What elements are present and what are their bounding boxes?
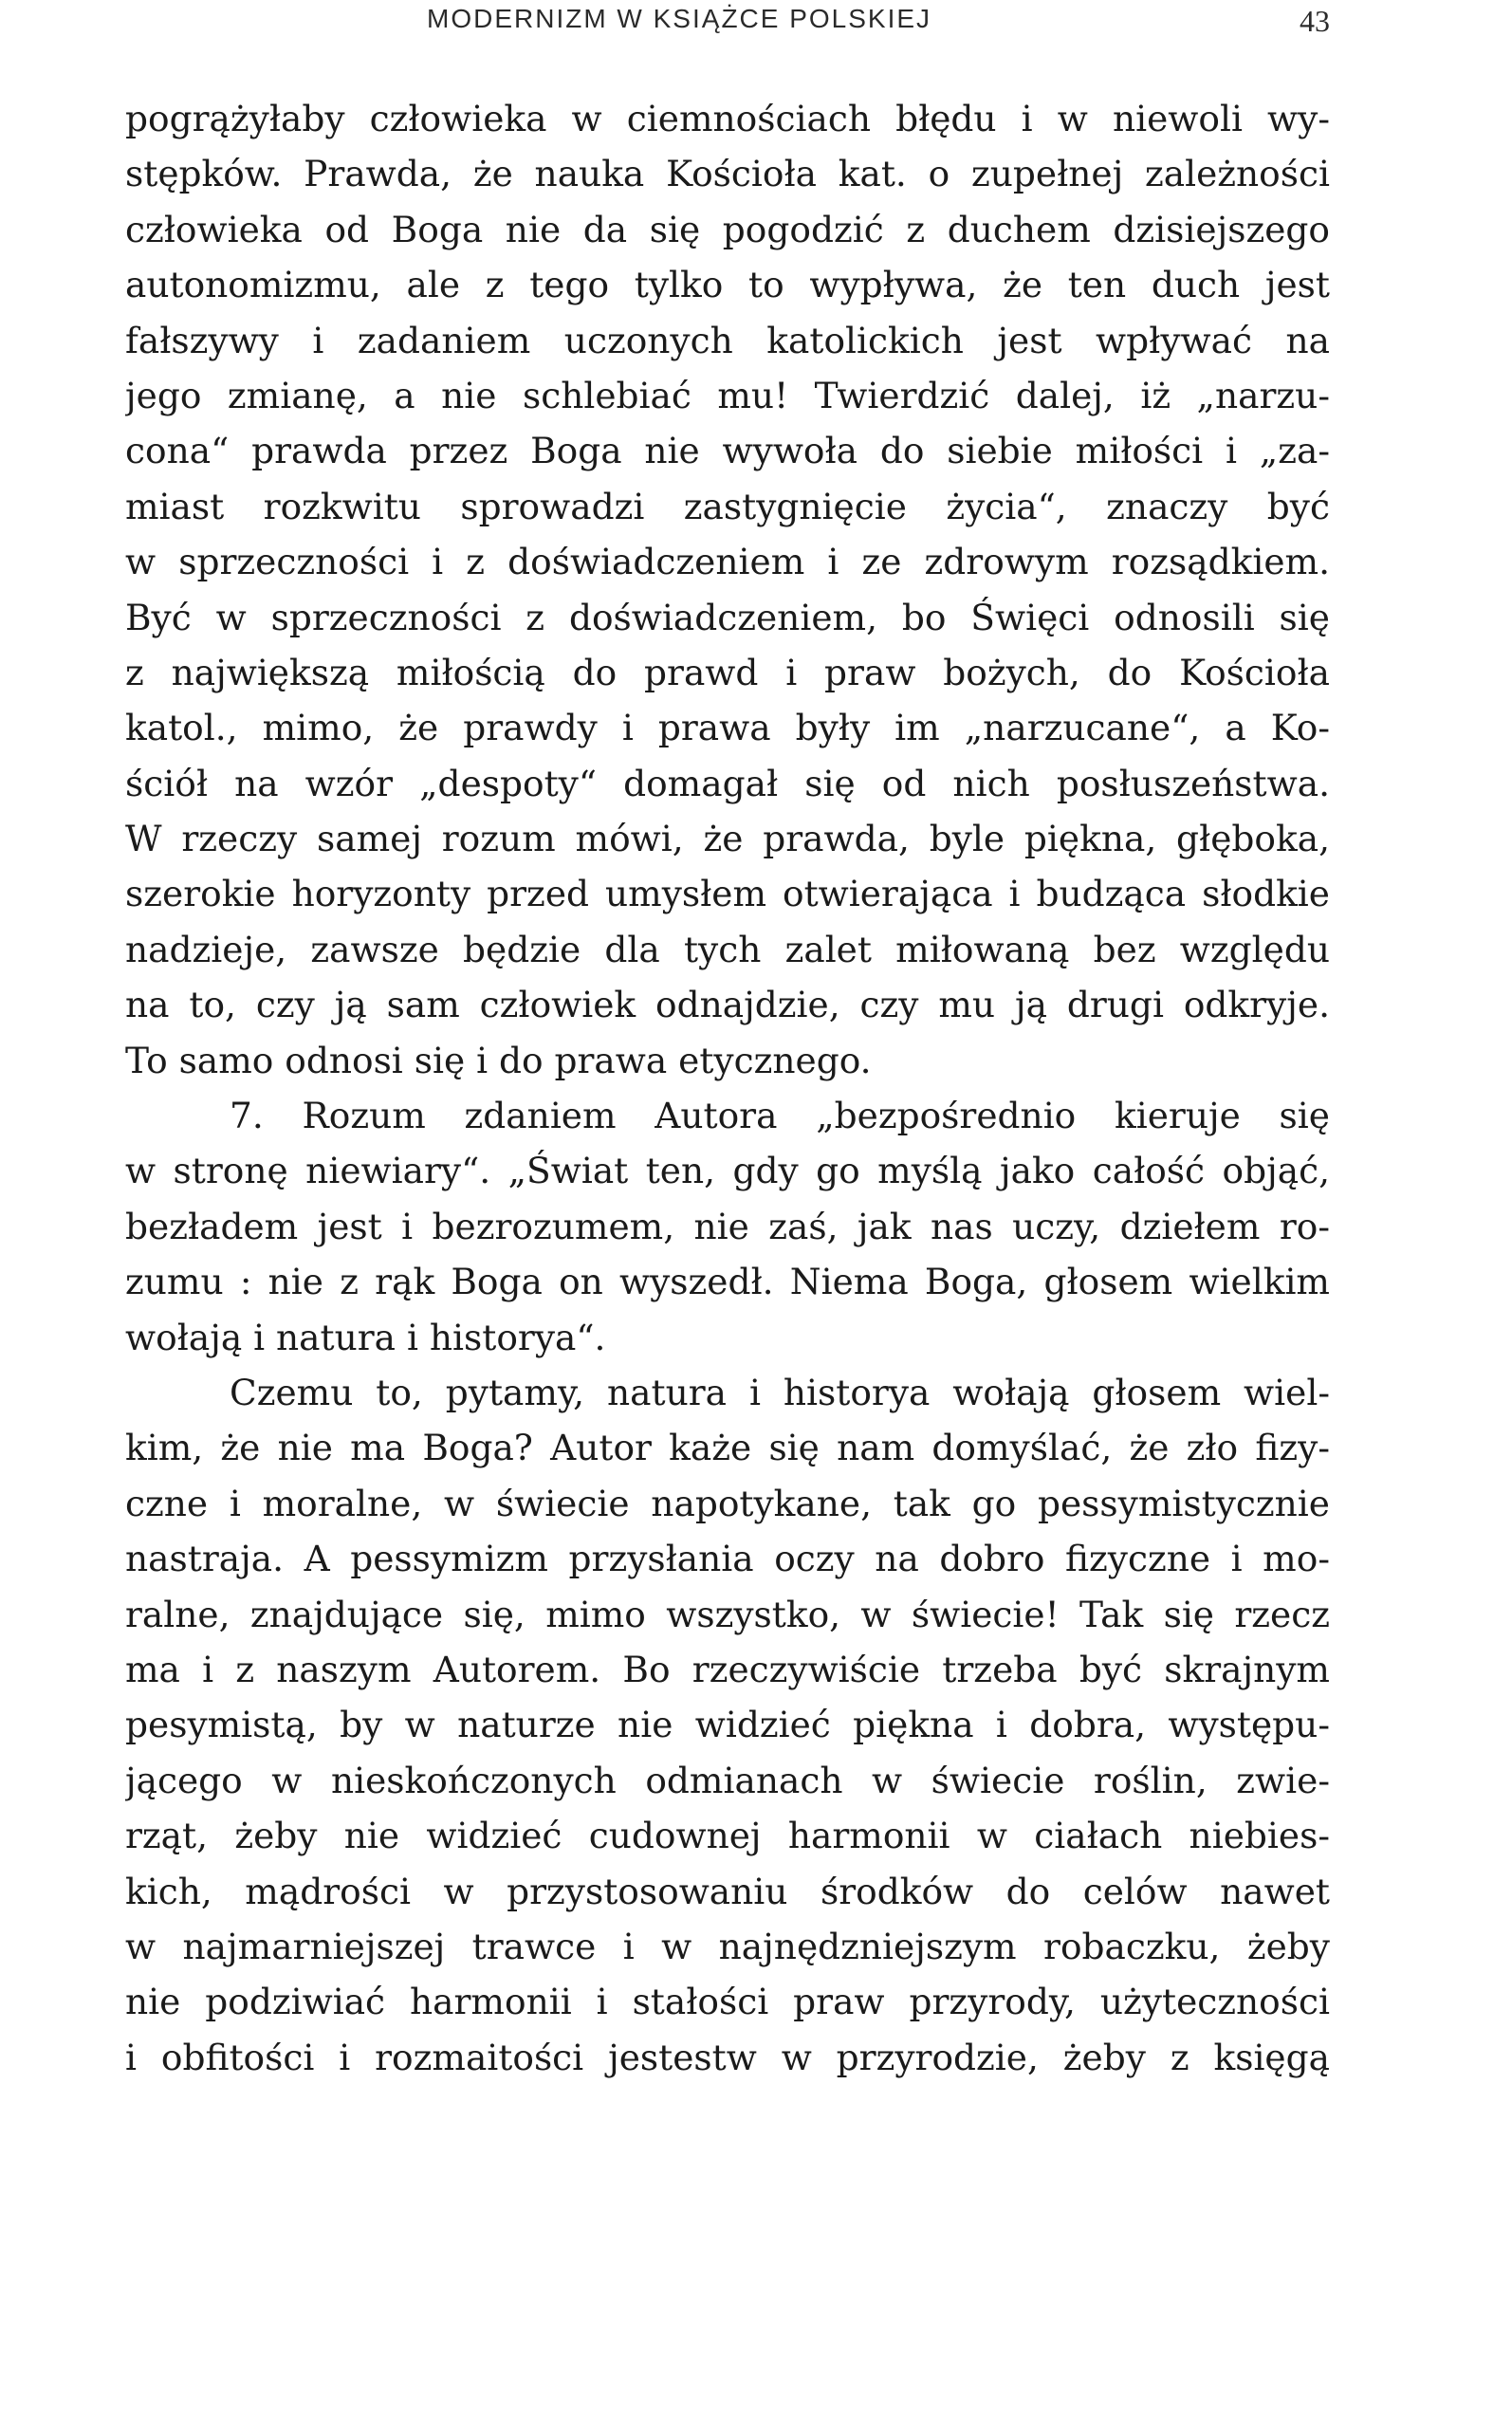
text-line: ściół na wzór „despoty“ domagał się od nich posłuszeństwa. xyxy=(125,762,1330,804)
text-line: kich, mądrości w przystosowaniu środków do celów nawet xyxy=(125,1870,1330,1912)
text-line: człowieka od Boga nie da się pogodzić z duchem dzisiejszego xyxy=(125,208,1330,250)
text-line: W rzeczy samej rozum mówi, że prawda, byle piękna, głęboka, xyxy=(125,818,1330,860)
text-line: nastraja. A pessymizm przysłania oczy na dobro fizyczne i mo- xyxy=(125,1538,1330,1580)
text-line: jego zmianę, a nie schlebiać mu! Twierdzić dalej, iż „narzu- xyxy=(125,374,1330,416)
text-line: na to, czy ją sam człowiek odnajdzie, czy mu ją drugi odkryje. xyxy=(125,984,1330,1026)
text-line: i obfitości i rozmaitości jestestw w przyrodzie, żeby z księgą xyxy=(125,2036,1330,2078)
paragraph-start-line: Czemu to, pytamy, natura i historya wołają głosem wiel- xyxy=(230,1371,1330,1413)
section-7-start-line: 7. Rozum zdaniem Autora „bezpośrednio kieruje się xyxy=(230,1095,1330,1137)
text-line: Być w sprzeczności z doświadczeniem, bo Święci odnosili się xyxy=(125,596,1330,638)
text-line: z największą miłością do prawd i praw bożych, do Kościoła xyxy=(125,651,1330,693)
text-line: ralne, znajdujące się, mimo wszystko, w świecie! Tak się rzecz xyxy=(125,1593,1330,1635)
paragraph-end-line: To samo odnosi się i do prawa etycznego. xyxy=(125,1039,872,1081)
running-head xyxy=(427,0,1375,38)
text-line: czne i moralne, w świecie napotykane, tak go pessymistycznie xyxy=(125,1482,1330,1524)
text-line: katol., mimo, że prawdy i prawa były im „narzucane“, a Ko- xyxy=(125,707,1330,749)
text-line: zumu : nie z rąk Boga on wyszedł. Niema Boga, głosem wielkim xyxy=(125,1261,1330,1303)
text-line: miast rozkwitu sprowadzi zastygnięcie życia“, znaczy być xyxy=(125,485,1330,527)
text-line: rząt, żeby nie widzieć cudownej harmonii w ciałach niebies- xyxy=(125,1815,1330,1857)
text-line: nie podziwiać harmonii i stałości praw przyrody, użyteczności xyxy=(125,1981,1330,2023)
text-line: szerokie horyzonty przed umysłem otwierająca i budząca słodkie xyxy=(125,873,1330,915)
text-line: bezładem jest i bezrozumem, nie zaś, jak nas uczy, dziełem ro- xyxy=(125,1205,1330,1247)
text-line: kim, że nie ma Boga? Autor każe się nam domyślać, że zło fizy- xyxy=(125,1427,1330,1469)
text-line: ma i z naszym Autorem. Bo rzeczywiście trzeba być skrajnym xyxy=(125,1648,1330,1690)
body-text xyxy=(125,91,1330,2085)
text-line: w stronę niewiary“. „Świat ten, gdy go myślą jako całość objąć, xyxy=(125,1150,1330,1192)
text-line: nadzieje, zawsze będzie dla tych zalet miłowaną bez względu xyxy=(125,928,1330,970)
text-line: autonomizmu, ale z tego tylko to wypływa, że ten duch jest xyxy=(125,264,1330,306)
text-line: w sprzeczności i z doświadczeniem i ze zdrowym rozsądkiem. xyxy=(125,541,1330,583)
running-title: MODERNIZM W KSIĄŻCE POLSKIEJ xyxy=(427,4,932,33)
text-line: fałszywy i zadaniem uczonych katolickich jest wpływać na xyxy=(125,319,1330,361)
text-line: w najmarniejszej trawce i w najnędzniejszym robaczku, żeby xyxy=(125,1925,1330,1967)
paragraph-end-line: wołają i natura i historya“. xyxy=(125,1316,606,1358)
page-number: 43 xyxy=(1300,4,1330,38)
text-line: pogrążyłaby człowieka w ciemnościach błędu i w niewoli wy- xyxy=(125,98,1330,139)
text-line: pesymistą, by w naturze nie widzieć piękna i dobra, występu- xyxy=(125,1704,1330,1746)
text-line: jącego w nieskończonych odmianach w świecie roślin, zwie- xyxy=(125,1759,1330,1801)
text-line: stępków. Prawda, że nauka Kościoła kat. o zupełnej zależności xyxy=(125,153,1330,195)
text-line: cona“ prawda przez Boga nie wywoła do siebie miłości i „za- xyxy=(125,430,1330,472)
